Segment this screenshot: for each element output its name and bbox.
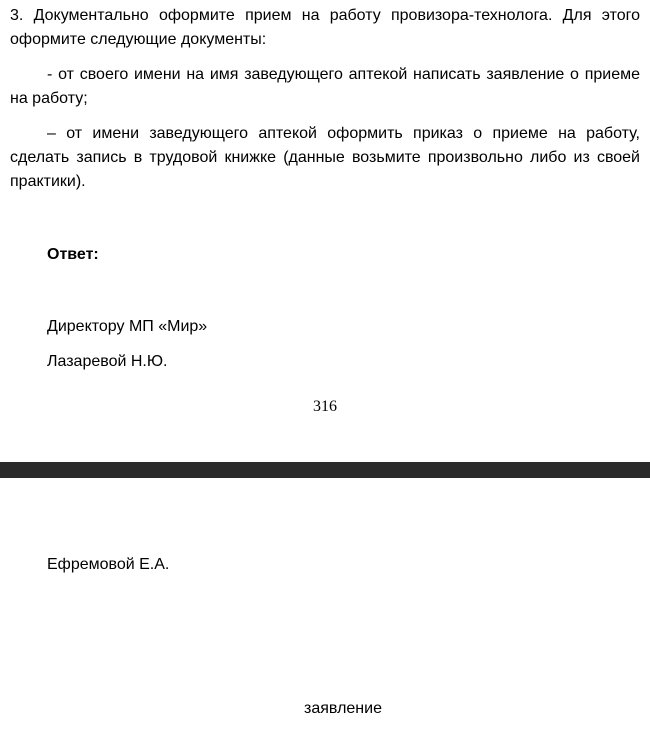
task-item-order: – от имени заведующего аптекой оформить приказ о приеме на работу, сделать запись в трудовой книжке (данные возьмите произвольно либо из своей практики). bbox=[10, 125, 640, 190]
answer-label: Ответ: bbox=[47, 246, 99, 263]
document-title: заявление bbox=[304, 700, 382, 717]
addressee-director-line: Директору МП «Мир» bbox=[47, 318, 208, 335]
page-number: 316 bbox=[313, 398, 337, 415]
task-item-application: - от своего имени на имя заведующего аптекой написать заявление о приеме на работу; bbox=[10, 66, 640, 107]
page-separator bbox=[0, 462, 650, 478]
task-intro-paragraph: 3. Документально оформите прием на работу провизора-технолога. Для этого оформите следующие документы: bbox=[10, 7, 640, 48]
addressee-name-line: Лазаревой Н.Ю. bbox=[47, 353, 168, 370]
applicant-name-line: Ефремовой Е.А. bbox=[47, 556, 170, 573]
